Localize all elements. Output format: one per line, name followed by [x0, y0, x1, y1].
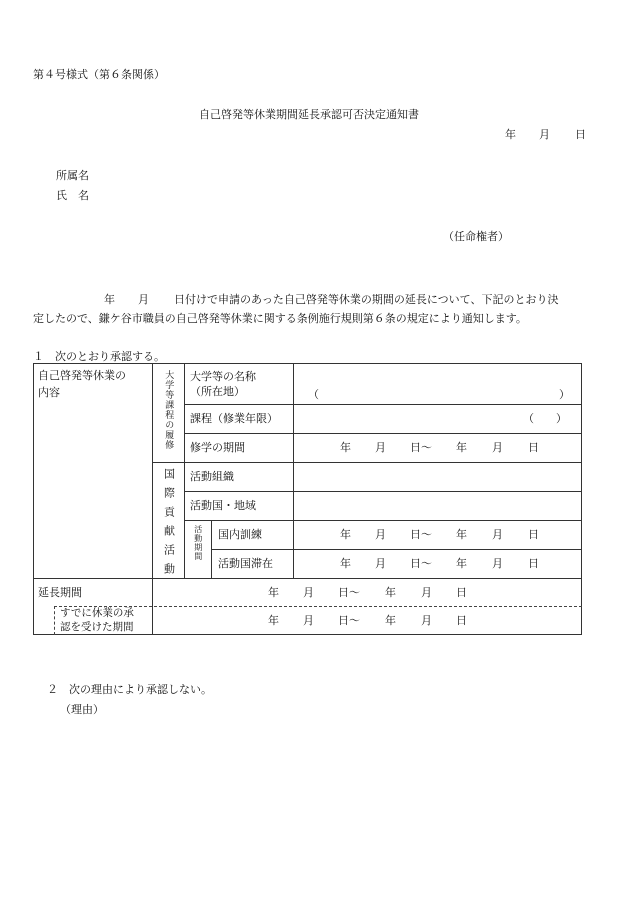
activity-org-label: 活動組織 — [190, 470, 234, 483]
international-vertical-header — [157, 468, 179, 586]
extension-period-label: 延長期間 — [38, 586, 82, 599]
affiliation-label: 所属名 — [56, 169, 89, 182]
course-years: （ ） — [523, 412, 567, 425]
aa-y2: 年 — [385, 614, 396, 627]
aa-d1: 日～ — [338, 614, 360, 627]
name-label: 氏 名 — [56, 189, 89, 202]
body-month: 月 — [138, 293, 149, 306]
dt-m2: 月 — [492, 528, 503, 541]
date-day: 日 — [575, 128, 586, 141]
dt-m1: 月 — [375, 528, 386, 541]
university-name-label-1: 大学等の名称 — [190, 370, 256, 383]
form-number: 第４号様式（第６条関係） — [33, 68, 165, 81]
dt-d1: 日～ — [410, 528, 432, 541]
international-vertical-text: 国際貢献活動 — [162, 468, 176, 582]
sa-m2: 月 — [492, 557, 503, 570]
sp-m2: 月 — [492, 441, 503, 454]
paren-open: （ — [308, 388, 319, 401]
section-2-heading: ２ 次の理由により承認しない。 — [47, 683, 212, 696]
sp-d2: 日 — [528, 441, 539, 454]
university-vertical-header — [158, 370, 178, 454]
dt-y1: 年 — [340, 528, 351, 541]
already-approved-label-1: すでに休業の承 — [60, 607, 134, 619]
ep-d2: 日 — [456, 586, 467, 599]
body-line1: 日付けで申請のあった自己啓発等休業の期間の延長について、下記のとおり決 — [174, 293, 559, 306]
study-period-label: 修学の期間 — [190, 441, 245, 454]
already-approved-label-2: 認を受けた期間 — [60, 621, 134, 633]
sp-d1: 日～ — [410, 441, 432, 454]
row-header-content-1: 自己啓発等休業の — [38, 369, 126, 382]
date-year: 年 — [505, 128, 516, 141]
activity-country-label: 活動国・地域 — [190, 499, 256, 512]
sa-d2: 日 — [528, 557, 539, 570]
date-month: 月 — [539, 128, 550, 141]
body-year: 年 — [104, 293, 115, 306]
ep-m2: 月 — [421, 586, 432, 599]
dt-d2: 日 — [528, 528, 539, 541]
row-header-content-2: 内容 — [38, 386, 60, 399]
aa-m1: 月 — [303, 614, 314, 627]
body-line2: 定したので、鎌ケ谷市職員の自己啓発等休業に関する条例施行規則第６条の規定により通知します。 — [33, 312, 527, 325]
activity-period-vertical-text: 活動期間 — [193, 525, 203, 561]
reason-label: （理由） — [60, 703, 104, 716]
section-1-heading: １ 次のとおり承認する。 — [33, 350, 165, 363]
ep-y1: 年 — [268, 586, 279, 599]
sa-m1: 月 — [375, 557, 386, 570]
authority-label: （任命権者） — [443, 230, 509, 243]
aa-y1: 年 — [268, 614, 279, 627]
stay-abroad-label: 活動国滞在 — [218, 557, 273, 570]
aa-d2: 日 — [456, 614, 467, 627]
sp-y2: 年 — [456, 441, 467, 454]
dt-y2: 年 — [456, 528, 467, 541]
sa-y2: 年 — [456, 557, 467, 570]
ep-d1: 日～ — [338, 586, 360, 599]
sp-m1: 月 — [375, 441, 386, 454]
university-name-label-2: （所在地） — [190, 385, 245, 398]
activity-period-vertical — [187, 525, 209, 563]
ep-m1: 月 — [303, 586, 314, 599]
sa-y1: 年 — [340, 557, 351, 570]
course-label: 課程（修業年限） — [190, 412, 278, 425]
aa-m2: 月 — [421, 614, 432, 627]
paren-close: ） — [559, 388, 570, 401]
domestic-training-label: 国内訓練 — [218, 528, 262, 541]
sp-y1: 年 — [340, 441, 351, 454]
ep-y2: 年 — [385, 586, 396, 599]
document-title: 自己啓発等休業期間延長承認可否決定通知書 — [199, 108, 419, 121]
sa-d1: 日～ — [410, 557, 432, 570]
university-vertical-text: 大学等課程の履修 — [163, 370, 174, 450]
